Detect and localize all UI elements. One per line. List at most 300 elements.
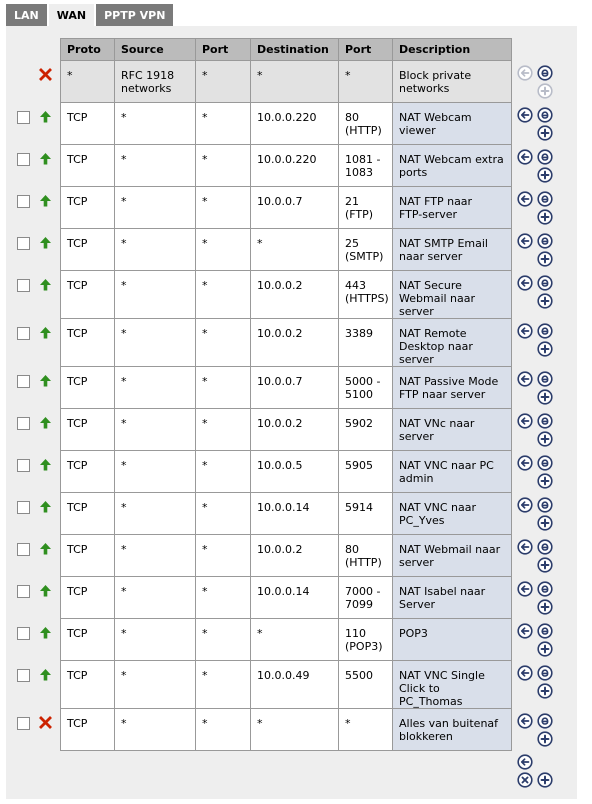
pass-arrow-icon	[39, 236, 52, 249]
rules-panel	[6, 26, 577, 799]
cell-description-line: NAT FTP naar	[399, 195, 473, 208]
cell-source-port: *	[196, 367, 251, 409]
cell-description	[393, 187, 512, 229]
move-left-icon[interactable]	[517, 107, 533, 123]
rule-select-checkbox[interactable]	[17, 669, 30, 682]
add-rule-button[interactable]	[537, 125, 553, 141]
header-destination-port: Port	[339, 39, 393, 61]
cell-source-line: *	[121, 153, 127, 166]
edit-rule-button[interactable]	[537, 233, 553, 249]
add-rule-button[interactable]	[537, 641, 553, 657]
pass-arrow-icon	[39, 542, 52, 555]
cell-description-line: Server	[399, 598, 436, 611]
add-plus-icon[interactable]	[537, 599, 553, 615]
edit-e-icon[interactable]	[537, 191, 553, 207]
cell-destination-port	[339, 319, 393, 367]
rule-status	[39, 236, 52, 249]
cell-destination: 10.0.0.5	[251, 451, 339, 493]
cell-proto: TCP	[61, 709, 115, 751]
cell-destination-port-line: *	[345, 69, 351, 82]
cell-description-line: viewer	[399, 124, 436, 137]
cell-destination: *	[251, 709, 339, 751]
table-row	[61, 661, 512, 709]
cell-destination: *	[251, 619, 339, 661]
move-rule-end-button[interactable]	[517, 754, 533, 770]
rule-select-checkbox[interactable]	[17, 417, 30, 430]
cell-source	[115, 493, 196, 535]
edit-rule-button[interactable]	[537, 371, 553, 387]
cell-source-line: *	[121, 627, 127, 640]
cell-destination: 10.0.0.14	[251, 493, 339, 535]
cell-source-port: *	[196, 709, 251, 751]
cell-description-line: NAT Secure	[399, 279, 462, 292]
cell-description-line: naar server	[399, 250, 463, 263]
cell-description-line: Click to	[399, 682, 440, 695]
move-left-icon[interactable]	[517, 754, 533, 770]
cell-description-line: FTP-server	[399, 208, 458, 221]
add-plus-icon[interactable]	[537, 251, 553, 267]
cell-proto: TCP	[61, 577, 115, 619]
move-left-icon[interactable]	[517, 581, 533, 597]
block-x-icon	[39, 716, 52, 729]
cell-source-line: *	[121, 717, 127, 730]
move-rule-button[interactable]	[517, 275, 533, 291]
edit-rule-button[interactable]	[537, 623, 553, 639]
cell-description	[393, 577, 512, 619]
cell-destination-port-line: 5914	[345, 501, 373, 514]
cell-description-line: Desktop naar	[399, 340, 473, 353]
cell-source	[115, 103, 196, 145]
cell-description	[393, 271, 512, 319]
cell-destination: 10.0.0.7	[251, 367, 339, 409]
add-rule-button[interactable]	[537, 599, 553, 615]
move-left-icon[interactable]	[517, 323, 533, 339]
edit-e-icon[interactable]	[537, 65, 553, 81]
cell-source-port: *	[196, 271, 251, 319]
cell-destination-port	[339, 187, 393, 229]
move-left-icon[interactable]	[517, 497, 533, 513]
add-rule-button[interactable]	[537, 473, 553, 489]
add-rule-button[interactable]	[537, 389, 553, 405]
pass-arrow-icon	[39, 416, 52, 429]
cell-destination-port-line: (HTTP)	[345, 124, 382, 137]
cell-destination-port-line: (POP3)	[345, 640, 383, 653]
edit-rule-button[interactable]	[537, 713, 553, 729]
cell-proto: TCP	[61, 493, 115, 535]
cell-description-line: admin	[399, 472, 434, 485]
edit-e-icon[interactable]	[537, 623, 553, 639]
cell-source	[115, 709, 196, 751]
header-description: Description	[393, 39, 512, 61]
edit-rule-button[interactable]	[537, 665, 553, 681]
table-row	[61, 319, 512, 367]
pass-arrow-icon	[39, 326, 52, 339]
cell-description-line: NAT Isabel naar	[399, 585, 486, 598]
add-rule-button[interactable]	[537, 557, 553, 573]
cell-source-line: *	[121, 237, 127, 250]
add-rule-button[interactable]	[537, 209, 553, 225]
block-x-icon	[39, 68, 52, 81]
pass-arrow-icon	[39, 584, 52, 597]
cell-destination: *	[251, 229, 339, 271]
rule-select-checkbox[interactable]	[17, 237, 30, 250]
rule-select-checkbox[interactable]	[17, 543, 30, 556]
rule-status	[39, 68, 52, 81]
edit-e-icon[interactable]	[537, 455, 553, 471]
cell-description	[393, 451, 512, 493]
rule-status	[39, 374, 52, 387]
cell-destination-port-line: 21 (FTP)	[345, 195, 374, 221]
cell-destination: 10.0.0.2	[251, 409, 339, 451]
add-plus-icon[interactable]	[537, 473, 553, 489]
rule-status	[39, 458, 52, 471]
add-plus-icon[interactable]	[537, 431, 553, 447]
pass-arrow-icon	[39, 110, 52, 123]
move-rule-button[interactable]	[517, 65, 533, 81]
edit-e-icon[interactable]	[537, 149, 553, 165]
cell-destination: 10.0.0.220	[251, 103, 339, 145]
rule-select-checkbox[interactable]	[17, 327, 30, 340]
cell-source	[115, 271, 196, 319]
cell-source-line: networks	[121, 82, 172, 95]
edit-rule-button[interactable]	[537, 539, 553, 555]
rule-select-checkbox[interactable]	[17, 717, 30, 730]
edit-rule-button[interactable]	[537, 497, 553, 513]
cell-description-line: FTP naar server	[399, 388, 486, 401]
tab-pptp-vpn[interactable]: PPTP VPN	[96, 4, 173, 26]
rule-status	[39, 542, 52, 555]
add-plus-icon[interactable]	[537, 731, 553, 747]
rule-status	[39, 416, 52, 429]
cell-description	[393, 661, 512, 709]
move-rule-button[interactable]	[517, 665, 533, 681]
cell-description-line: NAT Remote	[399, 327, 467, 340]
rule-status	[39, 716, 52, 729]
edit-e-icon[interactable]	[537, 413, 553, 429]
tab-wan[interactable]: WAN	[49, 4, 94, 26]
move-rule-button[interactable]	[517, 107, 533, 123]
rule-select-checkbox[interactable]	[17, 375, 30, 388]
add-rule-button[interactable]	[537, 167, 553, 183]
cell-source-line: *	[121, 669, 127, 682]
edit-rule-button[interactable]	[537, 149, 553, 165]
rule-select-checkbox[interactable]	[17, 195, 30, 208]
move-rule-button[interactable]	[517, 581, 533, 597]
table-row	[61, 619, 512, 661]
edit-e-icon[interactable]	[537, 497, 553, 513]
edit-e-icon[interactable]	[537, 323, 553, 339]
table-row	[61, 709, 512, 751]
add-rule-button[interactable]	[537, 431, 553, 447]
cell-source-line: *	[121, 417, 127, 430]
add-rule-button[interactable]	[537, 515, 553, 531]
add-plus-icon[interactable]	[537, 389, 553, 405]
rule-select-checkbox[interactable]	[17, 153, 30, 166]
add-plus-icon[interactable]	[537, 341, 553, 357]
pass-arrow-icon	[39, 152, 52, 165]
rule-status	[39, 668, 52, 681]
cell-destination-port-line: 5100	[345, 388, 373, 401]
edit-rule-button[interactable]	[537, 413, 553, 429]
table-row	[61, 187, 512, 229]
cell-destination-port	[339, 61, 393, 103]
cell-destination: 10.0.0.49	[251, 661, 339, 709]
cell-description-line: blokkeren	[399, 730, 453, 743]
move-left-icon[interactable]	[517, 665, 533, 681]
add-rule-button[interactable]	[537, 251, 553, 267]
move-rule-button[interactable]	[517, 413, 533, 429]
cell-description-line: NAT Passive Mode	[399, 375, 499, 388]
edit-e-icon[interactable]	[537, 233, 553, 249]
move-left-icon[interactable]	[517, 713, 533, 729]
firewall-rules-table	[60, 38, 512, 751]
pass-arrow-icon	[39, 626, 52, 639]
cell-source-port: *	[196, 229, 251, 271]
cell-description-line: server	[399, 353, 434, 366]
edit-e-icon[interactable]	[537, 107, 553, 123]
move-left-icon[interactable]	[517, 149, 533, 165]
rule-status	[39, 194, 52, 207]
rule-select-checkbox[interactable]	[17, 585, 30, 598]
move-left-icon[interactable]	[517, 371, 533, 387]
cell-destination-port-line: 80	[345, 543, 359, 556]
move-rule-button[interactable]	[517, 149, 533, 165]
cell-source-port: *	[196, 619, 251, 661]
rule-select-checkbox[interactable]	[17, 627, 30, 640]
add-plus-icon[interactable]	[537, 83, 553, 99]
cell-destination-port-line: 25	[345, 237, 359, 250]
cell-description	[393, 61, 512, 103]
rule-status	[39, 584, 52, 597]
cell-destination: 10.0.0.2	[251, 319, 339, 367]
cell-destination-port	[339, 493, 393, 535]
cell-destination-port-line: (HTTPS)	[345, 292, 389, 305]
header-source-port: Port	[196, 39, 251, 61]
move-rule-button[interactable]	[517, 623, 533, 639]
cell-source-port: *	[196, 451, 251, 493]
edit-e-icon[interactable]	[537, 665, 553, 681]
header-source: Source	[115, 39, 196, 61]
table-row	[61, 145, 512, 187]
move-rule-button[interactable]	[517, 455, 533, 471]
rule-status	[39, 326, 52, 339]
cell-proto: TCP	[61, 271, 115, 319]
cell-source-line: *	[121, 195, 127, 208]
cell-destination-port	[339, 577, 393, 619]
cell-description-line: networks	[399, 82, 450, 95]
edit-rule-button[interactable]	[537, 275, 553, 291]
move-left-icon[interactable]	[517, 413, 533, 429]
table-row	[61, 103, 512, 145]
cell-source-port: *	[196, 145, 251, 187]
rule-status	[39, 626, 52, 639]
move-rule-button[interactable]	[517, 191, 533, 207]
cell-destination-port-line: (HTTP)	[345, 556, 382, 569]
cell-source	[115, 535, 196, 577]
cell-source-line: *	[121, 327, 127, 340]
cell-destination-port	[339, 409, 393, 451]
edit-rule-button[interactable]	[537, 455, 553, 471]
cell-proto: TCP	[61, 409, 115, 451]
cell-description-line: NAT Webmail naar	[399, 543, 501, 556]
cell-source	[115, 619, 196, 661]
move-rule-button[interactable]	[517, 323, 533, 339]
cell-description-line: NAT SMTP Email	[399, 237, 488, 250]
cell-destination-port-line: 5905	[345, 459, 373, 472]
move-left-icon[interactable]	[517, 455, 533, 471]
move-rule-button[interactable]	[517, 539, 533, 555]
add-rule-button[interactable]	[537, 83, 553, 99]
cell-description-line: NAT VNc naar	[399, 417, 475, 430]
add-rule-end-button[interactable]	[537, 772, 553, 788]
add-rule-button[interactable]	[537, 683, 553, 699]
cell-source-line: *	[121, 459, 127, 472]
cell-proto: *	[61, 61, 115, 103]
cell-description-line: server	[399, 305, 434, 318]
cell-destination: 10.0.0.220	[251, 145, 339, 187]
cell-destination-port-line: 80	[345, 111, 359, 124]
delete-selected-button[interactable]	[517, 772, 533, 788]
cell-source-line: *	[121, 279, 127, 292]
cell-source-port: *	[196, 577, 251, 619]
add-rule-button[interactable]	[537, 341, 553, 357]
tab-bar	[6, 4, 175, 26]
move-left-icon[interactable]	[517, 623, 533, 639]
delete-x-icon[interactable]	[517, 772, 533, 788]
edit-e-icon[interactable]	[537, 713, 553, 729]
cell-proto: TCP	[61, 229, 115, 271]
move-rule-button[interactable]	[517, 233, 533, 249]
footer-legend	[6, 794, 577, 804]
cell-proto: TCP	[61, 535, 115, 577]
rule-status	[39, 152, 52, 165]
edit-e-icon[interactable]	[537, 371, 553, 387]
rule-status	[39, 110, 52, 123]
table-row	[61, 229, 512, 271]
move-left-icon[interactable]	[517, 65, 533, 81]
cell-description	[393, 229, 512, 271]
cell-source-port: *	[196, 493, 251, 535]
edit-rule-button[interactable]	[537, 191, 553, 207]
edit-rule-button[interactable]	[537, 581, 553, 597]
rule-select-checkbox[interactable]	[17, 501, 30, 514]
move-rule-button[interactable]	[517, 371, 533, 387]
rule-select-checkbox[interactable]	[17, 279, 30, 292]
cell-description-line: Block private	[399, 69, 472, 82]
cell-destination-port	[339, 451, 393, 493]
cell-source-port: *	[196, 535, 251, 577]
move-left-icon[interactable]	[517, 275, 533, 291]
add-plus-icon[interactable]	[537, 293, 553, 309]
cell-destination-port	[339, 103, 393, 145]
cell-source	[115, 229, 196, 271]
table-row	[61, 409, 512, 451]
move-left-icon[interactable]	[517, 233, 533, 249]
cell-destination-port	[339, 229, 393, 271]
rule-select-checkbox[interactable]	[17, 459, 30, 472]
cell-description-line: PC_Yves	[399, 514, 445, 527]
table-row	[61, 493, 512, 535]
move-rule-button[interactable]	[517, 713, 533, 729]
edit-e-icon[interactable]	[537, 581, 553, 597]
cell-description	[393, 535, 512, 577]
cell-source-port: *	[196, 103, 251, 145]
cell-description	[393, 619, 512, 661]
header-proto: Proto	[61, 39, 115, 61]
cell-source-line: *	[121, 585, 127, 598]
table-row	[61, 367, 512, 409]
add-plus-icon[interactable]	[537, 515, 553, 531]
edit-rule-button[interactable]	[537, 107, 553, 123]
header-destination: Destination	[251, 39, 339, 61]
cell-source-port: *	[196, 319, 251, 367]
cell-source	[115, 187, 196, 229]
add-plus-icon[interactable]	[537, 167, 553, 183]
tab-lan[interactable]: LAN	[6, 4, 47, 26]
cell-source-port: *	[196, 61, 251, 103]
cell-description	[393, 409, 512, 451]
move-rule-button[interactable]	[517, 497, 533, 513]
cell-source	[115, 451, 196, 493]
table-row	[61, 451, 512, 493]
rule-select-checkbox[interactable]	[17, 111, 30, 124]
edit-e-icon[interactable]	[537, 275, 553, 291]
cell-description-line: server	[399, 556, 434, 569]
cell-description-line: NAT Webcam extra	[399, 153, 504, 166]
add-plus-icon[interactable]	[537, 209, 553, 225]
cell-source-port: *	[196, 409, 251, 451]
cell-source	[115, 145, 196, 187]
cell-destination-port-line: 1083	[345, 166, 373, 179]
table-row	[61, 535, 512, 577]
rule-status	[39, 500, 52, 513]
move-left-icon[interactable]	[517, 539, 533, 555]
cell-proto: TCP	[61, 145, 115, 187]
add-rule-button[interactable]	[537, 731, 553, 747]
cell-destination-port	[339, 661, 393, 709]
cell-proto: TCP	[61, 103, 115, 145]
cell-description	[393, 367, 512, 409]
move-left-icon[interactable]	[517, 191, 533, 207]
cell-destination-port-line: 3389	[345, 327, 373, 340]
cell-source	[115, 661, 196, 709]
add-plus-icon[interactable]	[537, 557, 553, 573]
add-plus-icon[interactable]	[537, 125, 553, 141]
edit-e-icon[interactable]	[537, 539, 553, 555]
cell-description-line: NAT VNC naar PC	[399, 459, 494, 472]
add-rule-button[interactable]	[537, 293, 553, 309]
cell-destination-port-line: 5000 -	[345, 375, 381, 388]
add-plus-icon[interactable]	[537, 772, 553, 788]
cell-source-line: *	[121, 375, 127, 388]
edit-rule-button[interactable]	[537, 323, 553, 339]
cell-destination: *	[251, 61, 339, 103]
add-plus-icon[interactable]	[537, 641, 553, 657]
edit-rule-button[interactable]	[537, 65, 553, 81]
pass-arrow-icon	[39, 194, 52, 207]
cell-proto: TCP	[61, 619, 115, 661]
cell-description-line: NAT VNC Single	[399, 669, 485, 682]
add-plus-icon[interactable]	[537, 683, 553, 699]
cell-destination-port-line: *	[345, 717, 351, 730]
cell-destination-port	[339, 709, 393, 751]
rule-status	[39, 278, 52, 291]
cell-description-line: ports	[399, 166, 428, 179]
cell-destination-port-line: 5902	[345, 417, 373, 430]
cell-description	[393, 709, 512, 751]
cell-proto: TCP	[61, 319, 115, 367]
cell-destination-port	[339, 145, 393, 187]
